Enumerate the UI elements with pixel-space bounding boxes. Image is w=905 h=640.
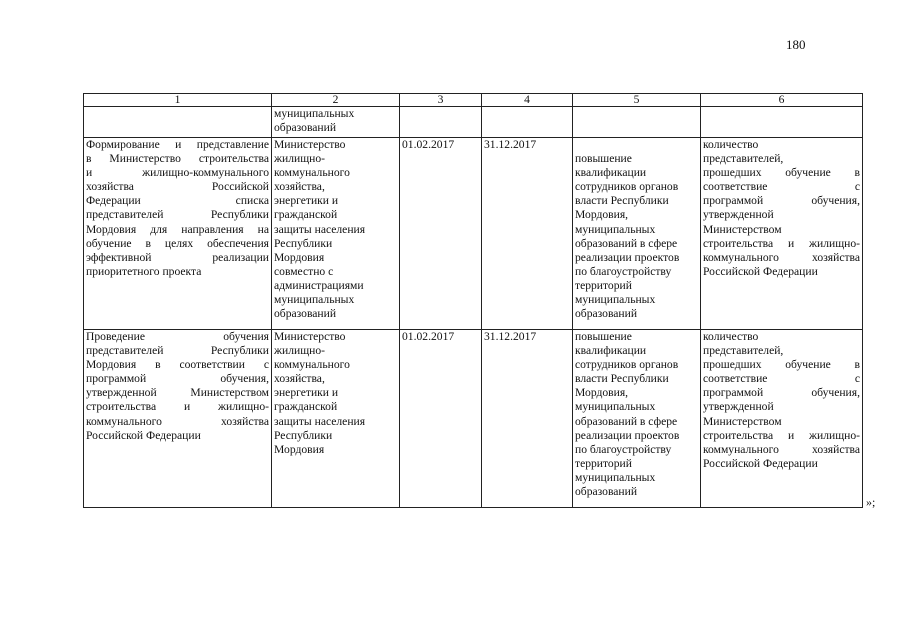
indicator-cell [701,330,863,508]
cell-text-line: Министерством [703,414,782,428]
cell-text-line: утвержденной [703,400,774,414]
cell-text-line: утвержденной Министерством [86,386,269,400]
end-date-cell [482,107,573,138]
cell-text-line: хозяйства Российской [86,180,269,194]
start-date-cell: 01.02.2017 [400,330,482,508]
responsible-cell [272,107,400,138]
cell-text-line: образований [274,121,337,135]
cell-text-line: гражданской [274,208,338,222]
cell-text-line: жилищно- [274,344,325,358]
cell-text-line: программой обучения, [703,194,860,208]
table-row [84,138,863,330]
cell-text-line: программой обучения, [86,372,269,386]
cell-text-line: Проведение обучения [86,330,269,343]
cell-text-line: Мордовия [274,442,325,456]
cell-text-line: коммунального хозяйства [86,414,269,428]
cell-text-line: Российской Федерации [703,264,818,278]
indicator-cell [701,107,863,138]
cell-text-line: коммунального [274,358,350,372]
activity-name-cell [84,138,272,330]
cell-text-line: Федерации списка [86,194,269,208]
cell-text-line: энергетики и [274,194,339,208]
cell-text-line: количество [703,138,759,151]
cell-text-line: по благоустройству [575,264,672,278]
cell-text-line: соответствие с [703,180,860,194]
cell-text-line: строительства и жилищно- [86,400,269,414]
column-number: 5 [573,94,701,107]
closing-quote-mark: »; [866,495,876,509]
cell-text-line: Мордовия [274,250,325,264]
cell-text-line: территорий [575,278,632,292]
responsible-cell [272,138,400,330]
activity-name-cell [84,107,272,138]
cell-text-line: муниципальных [575,222,656,236]
cell-text-line: квалификации [575,166,647,180]
cell-text-line: Министерство [274,138,346,151]
cell-text-line: программой обучения, [703,386,860,400]
cell-text-line: муниципальных [575,400,656,414]
cell-text-line: совместно с [274,264,334,278]
cell-text-line: защиты населения [274,414,366,428]
column-number: 6 [701,94,863,107]
cell-text-line: администрациями [274,278,364,292]
start-date-cell: 01.02.2017 [400,138,482,330]
cell-text-line: власти Республики [575,372,669,386]
cell-text-line: представителей Республики [86,344,269,358]
end-date-cell: 31.12.2017 [482,138,573,330]
column-number: 2 [272,94,400,107]
cell-text-line: повышение [575,330,632,343]
cell-text-line: приоритетного проекта [86,264,202,278]
cell-text-line: власти Республики [575,194,669,208]
cell-text-line: Мордовия в соответствии с [86,358,269,372]
cell-text-line: обучение в целях обеспечения [86,236,269,250]
cell-text-line: Российской Федерации [703,456,818,470]
cell-text-line: коммунального хозяйства [703,442,860,456]
cell-text-line: коммунального хозяйства [703,250,860,264]
cell-text-line: энергетики и [274,386,339,400]
cell-text-line: Формирование и представление [86,138,269,151]
cell-text-line: образований в сфере [575,236,678,250]
cell-text-line: образований [575,307,638,321]
cell-text-line: в Министерство строительства [86,152,269,166]
cell-text-line: территорий [575,456,632,470]
cell-text-line: прошедших обучение в [703,166,860,180]
cell-text-line: реализации проектов [575,428,680,442]
column-number-row [84,94,863,107]
cell-text-line: представителей, [703,344,784,358]
table-row [84,107,863,138]
result-cell [573,107,701,138]
cell-text-line: Министерством [703,222,782,236]
cell-text-line: повышение [575,152,632,166]
cell-text-line: коммунального [274,166,350,180]
cell-text-line: муниципальных [575,293,656,307]
end-date-cell: 31.12.2017 [482,330,573,508]
result-cell [573,330,701,508]
cell-text-line: сотрудников органов [575,358,679,372]
cell-text-line: Республики [274,236,333,250]
cell-text-line [575,138,698,152]
column-number: 3 [400,94,482,107]
column-number: 1 [84,94,272,107]
cell-text-line: количество [703,330,759,343]
start-date-cell [400,107,482,138]
cell-text-line: гражданской [274,400,338,414]
cell-text-line: Мордовия, [575,208,629,222]
cell-text-line: хозяйства, [274,180,325,194]
cell-text-line: квалификации [575,344,647,358]
result-cell [573,138,701,330]
cell-text-line: прошедших обучение в [703,358,860,372]
table-row [84,330,863,508]
cell-text-line: муниципальных [274,293,355,307]
cell-text-line: Мордовия, [575,386,629,400]
column-number: 4 [482,94,573,107]
cell-text-line: Российской Федерации [86,428,201,442]
cell-text-line: образований [575,485,638,499]
cell-text-line: хозяйства, [274,372,325,386]
cell-text-line: строительства и жилищно- [703,428,860,442]
indicator-cell [701,138,863,330]
cell-text-line: образований в сфере [575,414,678,428]
cell-text-line: представителей Республики [86,208,269,222]
cell-text-line: Министерство [274,330,346,343]
cell-text-line: муниципальных [575,470,656,484]
cell-text-line: жилищно- [274,152,325,166]
activity-table [83,93,863,508]
cell-text-line: и жилищно-коммунального [86,166,269,180]
cell-text-line: образований [274,307,337,321]
page-number: 180 [786,37,806,52]
cell-text-line: защиты населения [274,222,366,236]
cell-text-line: эффективной реализации [86,250,269,264]
cell-text-line: реализации проектов [575,250,680,264]
cell-text-line: строительства и жилищно- [703,236,860,250]
cell-text-line: муниципальных [274,107,355,120]
cell-text-line: по благоустройству [575,442,672,456]
responsible-cell [272,330,400,508]
cell-text-line: Республики [274,428,333,442]
cell-text-line: сотрудников органов [575,180,679,194]
cell-text-line: соответствие с [703,372,860,386]
activity-name-cell [84,330,272,508]
cell-text-line: Мордовия для направления на [86,222,269,236]
cell-text-line: утвержденной [703,208,774,222]
cell-text-line: представителей, [703,152,784,166]
